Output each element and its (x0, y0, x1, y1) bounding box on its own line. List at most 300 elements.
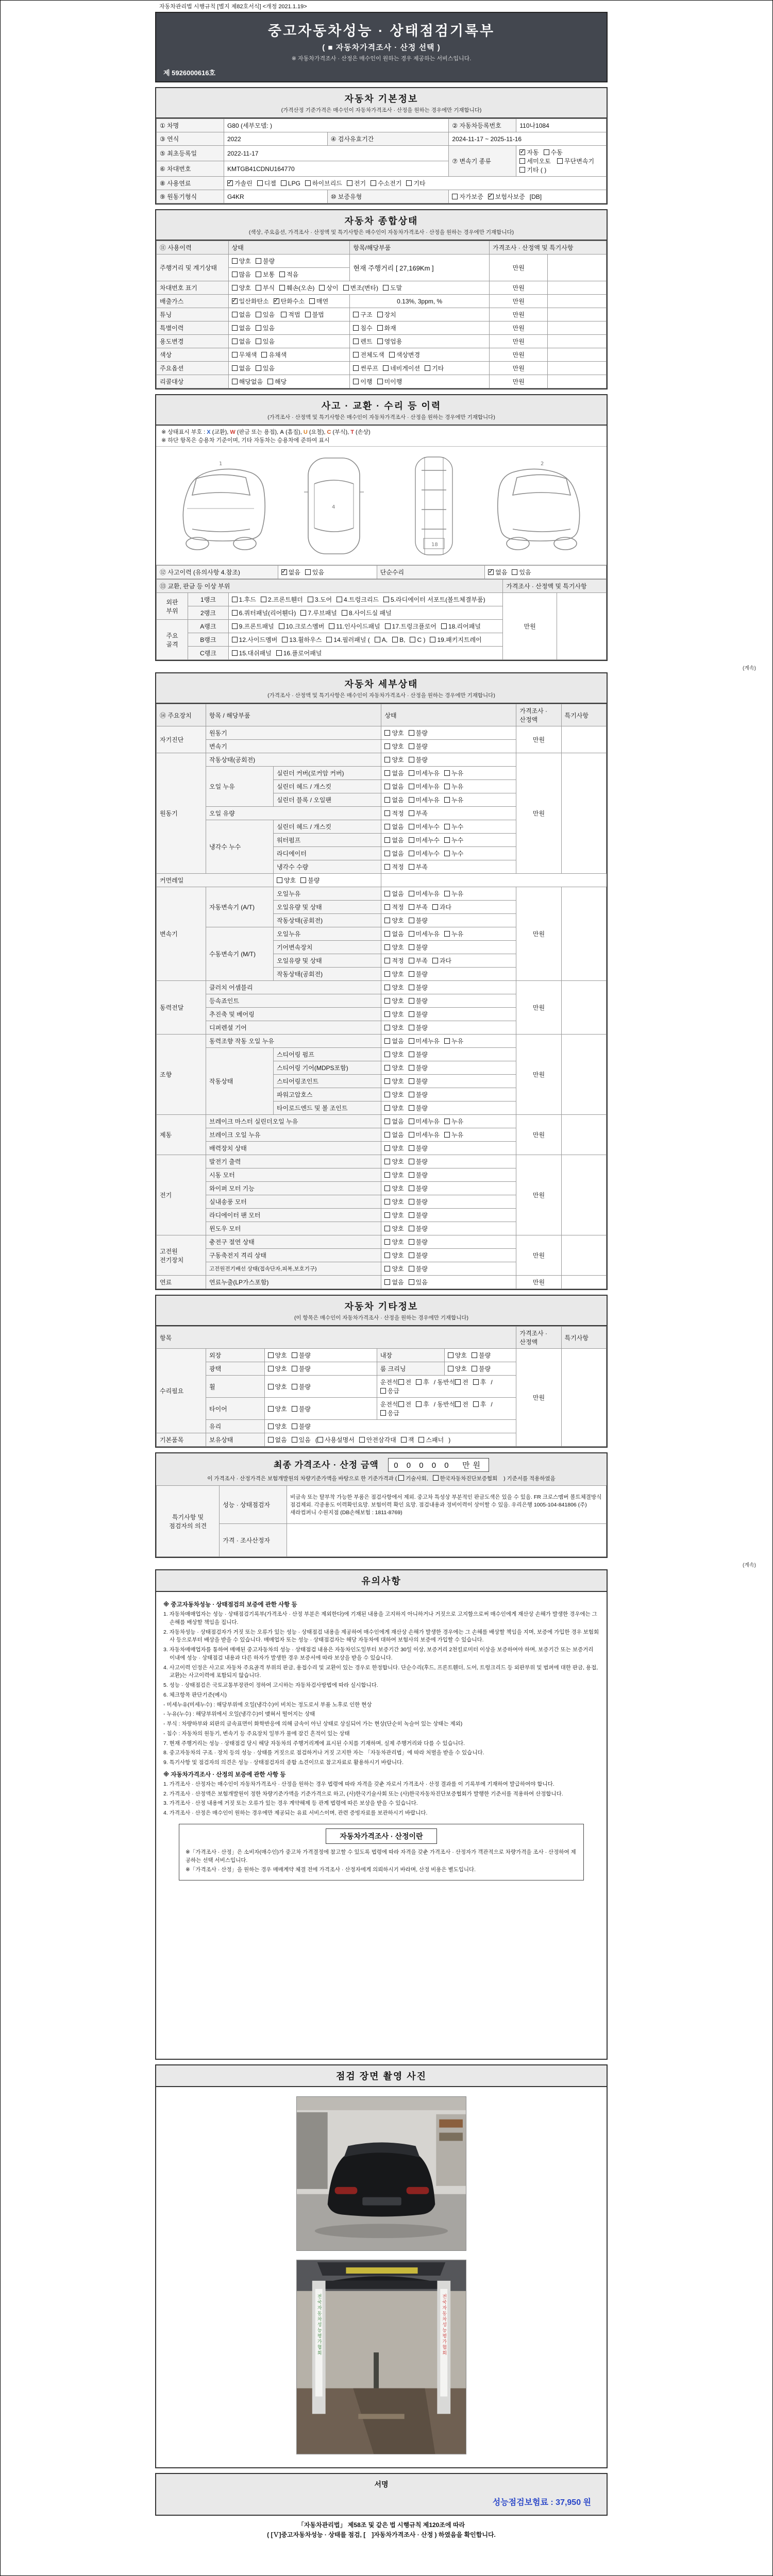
diagram-label: 2 (540, 461, 544, 467)
cell-text: 라디에이터 (276, 850, 307, 857)
checkbox-option (232, 635, 278, 644)
cell-text: 시동 모터 (209, 1172, 235, 1179)
option-label: 불량 (415, 1225, 428, 1232)
checked-checkbox-icon (227, 180, 233, 186)
checkbox-icon (383, 365, 389, 371)
option-label: 양호 (392, 1252, 404, 1259)
option-label: 없음 (495, 569, 508, 576)
cell-text: 원동기 (209, 730, 227, 737)
checkbox-icon (409, 1199, 414, 1205)
option-label: 있음 (262, 365, 275, 372)
option-label: 자동 (527, 149, 539, 156)
option-label: 불량 (415, 1252, 428, 1259)
form-reference: 자동차관리법 시행규칙 [별지 제82호서식] <개정 2021.1.19> (159, 4, 307, 10)
cell-text: 만원 (512, 338, 525, 345)
checkbox-icon (353, 365, 359, 371)
cell (206, 1021, 381, 1035)
cell-text: ⑤ 최초등록일 (160, 150, 197, 157)
checkbox-option (232, 622, 274, 631)
cell (490, 255, 548, 281)
option-label: 해당없음 (239, 378, 263, 385)
option-label: 양호 (392, 1024, 404, 1031)
checkbox-option (359, 1435, 396, 1444)
option-label: 불량 (415, 1239, 428, 1246)
option-label: 10.크로스멤버 (285, 623, 325, 630)
cell (377, 1398, 516, 1420)
cell (561, 887, 606, 981)
notice-item: 4. 가격조사 · 산정은 매수인이 원하는 경우에만 제공되는 유료 서비스이며, 관련 증빙자료를 보관하시기 바랍니다. (163, 1810, 428, 1816)
checkbox-icon (353, 312, 359, 317)
section-misc-subtitle: (이 항목은 매수인이 자동차가격조사 · 산정을 원하는 경우에만 기재합니다) (294, 1315, 469, 1321)
notice-item: - 미세누유(미세누수) : 해당부위에 오일(냉각수)이 비치는 정도로서 부품 노후로 인한 현상 (163, 1701, 372, 1708)
table-row (157, 375, 607, 388)
option-label: 양호 (392, 971, 404, 978)
cell (273, 1048, 381, 1061)
table-row (157, 362, 607, 375)
cell (490, 308, 548, 321)
cell (548, 281, 607, 295)
checkbox-option (409, 822, 440, 831)
checkbox-option (232, 377, 263, 386)
checkbox-icon (384, 1172, 390, 1178)
section-basic-title: 자동차 기본정보 (344, 94, 418, 104)
option-label: 네비게이션 (390, 365, 421, 372)
price-appraisal-box-title: 자동차가격조사 · 산정이란 (326, 1828, 436, 1844)
checkbox-icon (519, 167, 525, 173)
cell (206, 1362, 264, 1376)
cell (516, 1115, 561, 1155)
checkbox-option (377, 324, 396, 332)
option-cell (381, 820, 516, 834)
checkbox-icon (384, 891, 390, 896)
checkbox-icon (232, 637, 238, 642)
checkbox-icon (409, 770, 414, 776)
option-label: 양호 (275, 1383, 287, 1391)
cell (490, 348, 548, 362)
checkbox-icon (309, 298, 315, 304)
checkbox-icon (343, 285, 349, 291)
status-code-desc: (요철), (307, 429, 327, 435)
option-label: 양호 (239, 258, 251, 265)
table-row (157, 726, 607, 740)
cell (548, 255, 607, 281)
option-label: 이행 (360, 378, 373, 385)
cell-text: 만원 (532, 1394, 545, 1401)
cell-text: 연료 (160, 1279, 172, 1286)
cell-text: 배출가스 (160, 298, 184, 305)
cell (157, 1235, 206, 1276)
checkbox-icon (409, 810, 414, 816)
cell-text: ( (315, 1436, 317, 1444)
cell (188, 606, 229, 620)
cell (206, 1182, 381, 1195)
checkbox-icon (353, 379, 359, 384)
cell-text: 만원 (512, 311, 525, 318)
option-label: 미세누유 (415, 796, 440, 804)
notice-item: 2. 가격조사 · 산정액은 보험개발원이 정한 차량기준가액을 기준가격으로 하고, (사)한국기술사회 또는 (사)한국자동차진단보증협회가 발행한 기준서를 적용하여 산정합니다. (163, 1790, 563, 1797)
lift-banner-text: 전국자동차성능평가협회 (316, 2294, 322, 2356)
checkbox-icon (444, 797, 450, 803)
checkbox-icon (409, 1145, 414, 1151)
option-label: 양호 (392, 1091, 404, 1098)
checkbox-option (409, 1278, 428, 1286)
checkbox-option (268, 1422, 287, 1431)
price-appraisal-box (179, 1824, 584, 1880)
cell-text: ③ 연식 (160, 135, 179, 143)
checkbox-option (292, 1364, 311, 1373)
option-label: 양호 (392, 944, 404, 951)
cell-text: 상태 (384, 711, 397, 719)
option-label: 자가보증 (459, 193, 483, 200)
option-cell (381, 1262, 516, 1276)
option-label: 누유 (451, 783, 464, 790)
cell (157, 981, 206, 1035)
cell (377, 1376, 516, 1398)
checkbox-icon (268, 1423, 274, 1429)
cell-text: ⑪ 사용이력 (160, 244, 192, 251)
checkbox-option (261, 595, 303, 604)
cell (273, 1088, 381, 1101)
section-accident-title: 사고 · 교환 · 수리 등 이력 (321, 401, 442, 411)
cell-text: 2022-11-17 (227, 149, 259, 157)
cell-text: ⑩ 보증유형 (330, 193, 362, 200)
option-cell (381, 887, 516, 901)
option-cell (264, 1362, 377, 1376)
checkbox-icon (409, 1132, 414, 1138)
cell (490, 375, 548, 388)
checkbox-option (384, 1224, 404, 1233)
summary-table-grid (156, 241, 607, 388)
checkbox-option (232, 257, 251, 265)
checkbox-option (544, 148, 563, 157)
option-cell (228, 268, 350, 281)
table-row (157, 335, 607, 348)
cell-text: 오일유량 및 상태 (276, 904, 322, 911)
cell-text: 브레이크 오일 누유 (209, 1131, 261, 1139)
option-label: LPG (288, 180, 300, 187)
status-code-desc: (부식), (331, 429, 351, 435)
option-cell (350, 308, 490, 321)
checkbox-option (277, 876, 296, 885)
option-label: 불량 (415, 730, 428, 737)
form-column (155, 12, 756, 2540)
checkbox-option (473, 1400, 486, 1409)
option-label: 불량 (415, 1265, 428, 1273)
checkbox-icon (380, 1388, 386, 1394)
option-label: 없음 (392, 930, 404, 938)
option-label: 적정 (392, 957, 404, 964)
checkbox-option (441, 622, 481, 631)
option-label: 없음 (239, 325, 251, 332)
final-price-band (156, 1453, 607, 1485)
option-label: 12.사이드멤버 (239, 636, 278, 643)
cell (157, 177, 224, 190)
checkbox-option (398, 1400, 412, 1409)
option-label: 미이행 (384, 378, 402, 385)
option-cell (381, 968, 516, 981)
cell-text: ⑬ 교환, 판금 등 이상 부위 (160, 583, 230, 590)
checkbox-icon (384, 1185, 390, 1191)
checkbox-option (398, 1378, 412, 1386)
checkbox-option (444, 769, 463, 777)
option-label: 색상변경 (396, 351, 421, 359)
option-cell (228, 647, 503, 660)
cell-text: 수리필요 (160, 1387, 184, 1395)
cell (516, 1327, 561, 1349)
checkbox-icon (410, 637, 415, 642)
checkbox-icon (401, 1437, 407, 1443)
checkbox-option (444, 1130, 463, 1139)
cell-text: 실린더 헤드 / 개스킷 (276, 823, 332, 831)
notices-list-2 (163, 1781, 599, 1818)
cell (206, 704, 381, 726)
car-top-view-diagram (293, 452, 375, 560)
option-cell (381, 914, 516, 927)
checkbox-icon (409, 837, 414, 843)
checkbox-option (409, 1157, 428, 1166)
cell (157, 753, 206, 874)
option-cell (381, 941, 516, 954)
cell-text: / (491, 1379, 493, 1386)
checkbox-icon (409, 904, 414, 910)
cell (206, 994, 381, 1008)
checkbox-option (305, 310, 324, 319)
checkbox-option (418, 1435, 444, 1444)
option-label: 화재 (384, 325, 396, 332)
option-label: 과다 (439, 904, 452, 911)
checkbox-icon (384, 944, 390, 950)
section-detail-header (156, 673, 607, 704)
cell (157, 348, 229, 362)
option-label: 양호 (275, 1365, 287, 1372)
document-subtitle: ( ■ 자동차가격조사 · 산정 선택 ) (322, 43, 441, 52)
cell-text: / 동반석 (433, 1401, 456, 1408)
option-label: 미세누유 (415, 783, 440, 790)
cell-text: 특별이력 (160, 325, 184, 332)
cell (503, 593, 557, 660)
checkbox-icon (384, 904, 390, 910)
cell-text: 고전원 전기장치 (160, 1247, 184, 1264)
checkbox-option (256, 270, 275, 279)
cell-text: ② 자동차등록번호 (452, 122, 501, 129)
checkbox-icon (409, 918, 414, 923)
option-label: 양호 (392, 1172, 404, 1179)
cell (157, 161, 224, 177)
table-row (157, 753, 607, 767)
checkbox-icon (409, 985, 414, 990)
cell-text: 작동상태(공회전) (276, 971, 323, 978)
cell (157, 308, 229, 321)
footer-line-2: ( [Ｖ]중고자동차성능 · 상태를 점검, [ ]자동차가격조사 · 산정 ) 하였음을 확인합니다. (267, 2531, 496, 2539)
option-label: 전 (405, 1401, 412, 1408)
option-label: 수소전기 (378, 180, 402, 187)
cell-text: 튜닝 (160, 311, 172, 318)
option-label: 7.루브패널 (308, 609, 337, 617)
checkbox-icon (409, 944, 414, 950)
cell-text: 발전기 출력 (209, 1158, 241, 1165)
cell (273, 793, 381, 807)
option-label: 불량 (415, 1105, 428, 1112)
checkbox-icon (409, 1078, 414, 1084)
cell-text: 만원 (512, 284, 525, 292)
option-label: 매연 (316, 298, 329, 305)
checkbox-icon (347, 180, 352, 186)
checkbox-option (432, 903, 451, 911)
notice-item: 3. 가격조사 · 산정 내용에 거짓 또는 오류가 있는 경우 계약해제 등 관계 법령에 따른 보상을 받을 수 있습니다. (163, 1800, 418, 1807)
cell (516, 753, 561, 874)
cell-text: 기본품목 (160, 1436, 184, 1444)
section-accident-subtitle: (가격조사 · 산정액 및 특기사항은 매수인이 자동차가격조사 · 산정을 원하는 경우에만 기재합니다) (267, 414, 495, 420)
option-label: 있음 (262, 311, 275, 318)
section-detail-title: 자동차 세부상태 (344, 679, 418, 689)
checkbox-option (433, 1475, 498, 1482)
checkbox-icon (444, 891, 450, 896)
checkbox-icon (319, 285, 325, 291)
cell (157, 887, 206, 981)
car-front-quarter-diagram (172, 452, 270, 560)
checkbox-option (353, 364, 378, 372)
option-label: 미세누유 (415, 1038, 440, 1045)
table-row (157, 593, 607, 606)
cell-text: 스티어링 펌프 (276, 1051, 314, 1058)
checkbox-option (384, 1238, 404, 1246)
option-label: 디젤 (264, 180, 276, 187)
cell (206, 927, 274, 981)
cell-text: 2022 (227, 135, 241, 143)
checkbox-icon (409, 1279, 414, 1285)
footer-confirmation (155, 2520, 608, 2540)
checkbox-option (232, 595, 256, 604)
cell (206, 1142, 381, 1155)
option-cell (264, 1349, 377, 1362)
option-label: 양호 (392, 730, 404, 737)
checkbox-icon (353, 352, 359, 358)
option-label: 양호 (392, 1064, 404, 1072)
option-label: A, (381, 636, 388, 643)
opinion-row-label: 특기사항 및 점검자의 의견 (157, 1486, 220, 1557)
checkbox-option (384, 1157, 404, 1166)
checkbox-icon (398, 1475, 404, 1481)
cell-text: G80 (세부모델: ) (227, 122, 272, 129)
option-label: 가솔린 (234, 180, 253, 187)
checkbox-option (383, 283, 402, 292)
checkbox-option (300, 608, 337, 617)
section-summary-header (156, 210, 607, 241)
table-row (157, 981, 607, 994)
option-cell (228, 255, 350, 268)
cell-text: 만원 (532, 1279, 545, 1286)
note-options (398, 1476, 502, 1482)
option-label: 잭 (408, 1436, 414, 1444)
cell (157, 704, 206, 726)
checkbox-option (384, 996, 404, 1005)
option-cell (381, 954, 516, 968)
cell (273, 1075, 381, 1088)
cell (206, 1035, 381, 1048)
checkbox-option (409, 849, 440, 858)
cell-text: 단순수리 (380, 569, 405, 576)
checkbox-icon (444, 851, 450, 856)
checkbox-icon (232, 272, 238, 277)
checkbox-icon (384, 1252, 390, 1258)
checkbox-icon (232, 258, 238, 264)
option-label: 미세누유 (415, 930, 440, 938)
option-label: 없음 (392, 1038, 404, 1045)
notice-item: - 누유(누수) : 해당부위에서 오일(냉각수)이 맺혀서 떨어지는 상태 (163, 1711, 315, 1718)
cell (206, 1048, 274, 1115)
checkbox-icon (308, 597, 313, 602)
cell (228, 308, 350, 321)
table-row (157, 177, 607, 190)
option-label: 보험사보증 (495, 193, 525, 200)
option-label: 누수 (451, 837, 464, 844)
photos-area (156, 2087, 607, 2467)
checkbox-option (326, 635, 369, 644)
checkbox-option (300, 876, 320, 885)
checkbox-option (371, 179, 401, 188)
option-cell (444, 1349, 516, 1362)
cell (490, 321, 548, 335)
checkbox-option (384, 1197, 404, 1206)
option-cell (350, 375, 490, 388)
checkbox-option (383, 364, 420, 372)
checkbox-option (377, 337, 402, 346)
checkbox-option (406, 179, 425, 188)
checkbox-option (409, 755, 428, 764)
cell (516, 887, 561, 981)
option-label: 6.쿼터패널(리어휀다) (239, 609, 296, 617)
cell (548, 335, 607, 348)
cell (224, 146, 448, 161)
cell (273, 941, 381, 954)
checkbox-option (267, 377, 287, 386)
checkbox-icon (317, 1437, 323, 1443)
checkbox-icon (433, 1475, 439, 1481)
cell-text: 워터펌프 (276, 837, 301, 844)
option-cell (350, 362, 490, 375)
option-label: 침수 (360, 325, 373, 332)
checkbox-option (409, 836, 440, 844)
checkbox-option (384, 755, 404, 764)
checkbox-icon (384, 757, 390, 762)
checkbox-option (256, 337, 275, 346)
option-label: 15.대쉬패널 (239, 650, 272, 657)
cell (561, 1276, 606, 1289)
checkbox-option (384, 742, 404, 751)
cell (273, 927, 381, 941)
notices-list-1 (163, 1611, 599, 1767)
cell (273, 1061, 381, 1075)
option-cell (228, 362, 350, 375)
status-code-legend (156, 426, 607, 447)
checkbox-icon (384, 784, 390, 789)
option-label: 있음 (519, 569, 531, 576)
checkbox-option (384, 836, 404, 844)
checkbox-icon (444, 824, 450, 829)
checked-checkbox-icon (232, 298, 238, 304)
checkbox-option (401, 1435, 414, 1444)
accident-history-row (156, 565, 607, 579)
cell-text: C랭크 (199, 650, 216, 657)
option-label: 없음 (392, 1279, 404, 1286)
checkbox-icon (409, 1266, 414, 1272)
checkbox-option (384, 983, 404, 992)
notice-item: ※「가격조사 · 산정」은 소비자(매수인)가 중고차 가격결정에 참고할 수 있도록 법령에 따라 자격을 갖춘 가격조사 · 산정자가 객관적으로 차량가격을 조사 · 산정하여 제공하는 선택 서비스입니다. (186, 1849, 576, 1863)
checkbox-icon (375, 637, 380, 642)
option-cell (350, 348, 490, 362)
checkbox-option (384, 1184, 404, 1193)
checkbox-option (384, 1077, 404, 1086)
